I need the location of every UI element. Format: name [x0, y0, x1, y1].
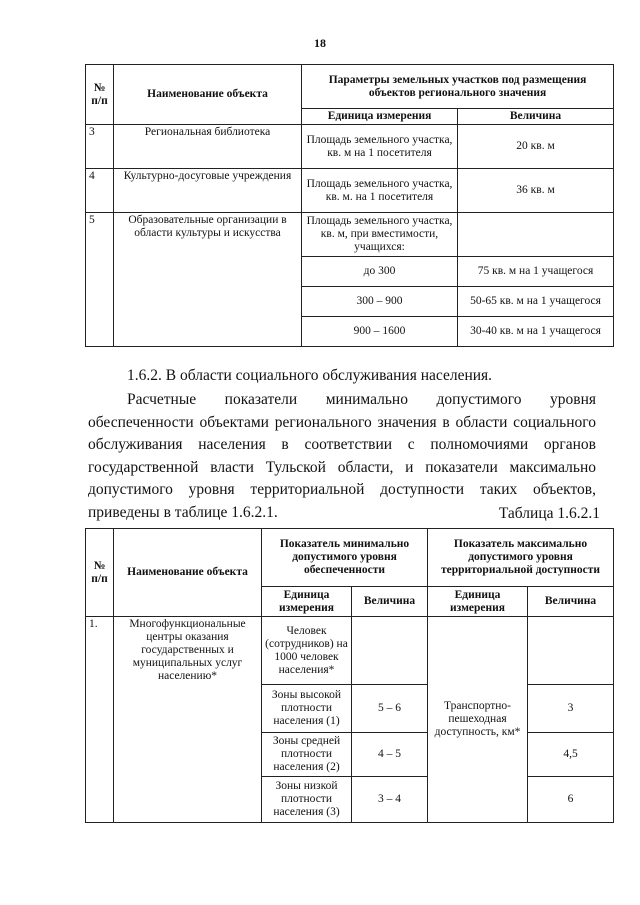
table-row	[86, 169, 614, 213]
col-header-name: Наименование объекта	[114, 529, 262, 617]
col-header-max-group: Показатель максимально допустимого уровня территориальной доступности	[428, 529, 614, 587]
table-row	[86, 213, 614, 257]
col-header-name: Наименование объекта	[114, 65, 302, 125]
paragraph-line: допустимого уровня территориальной доступности таких объектов,	[88, 481, 596, 498]
row-value	[458, 213, 614, 257]
row-unit: Площадь земельного участка, кв. м. на 1 посетителя	[302, 169, 458, 213]
subrow-unit: до 300	[302, 257, 458, 287]
row-name: Образовательные организации в области культуры и искусства	[114, 213, 302, 347]
row-unit: Площадь земельного участка, кв. м на 1 посетителя	[302, 125, 458, 169]
zone-label: Зоны средней плотности населения (2)	[262, 733, 352, 777]
section-heading: 1.6.2. В области социального обслуживания населения.	[127, 367, 493, 384]
zone-value: 3 – 4	[352, 777, 428, 823]
row-num: 4	[86, 169, 114, 213]
col-header-num: № п/п	[86, 529, 114, 617]
paragraph-line: государственной власти Тульской области, и показатели максимально	[88, 458, 596, 476]
paragraph-line: обеспеченности объектами регионального значения в области социального	[88, 413, 596, 431]
row-name: Культурно-досуговые учреждения	[114, 169, 302, 213]
table-row	[86, 617, 614, 685]
row-value: 20 кв. м	[458, 125, 614, 169]
paragraph-line: Расчетные показатели минимально допустимого уровня	[127, 391, 596, 408]
table-caption: Таблица 1.6.2.1	[498, 505, 600, 522]
table-row	[86, 125, 614, 169]
row-num: 1.	[86, 617, 114, 823]
zone-label: Зоны низкой плотности населения (3)	[262, 777, 352, 823]
row-num: 5	[86, 213, 114, 347]
zone-label: Зоны высокой плотности населения (1)	[262, 685, 352, 733]
section-paragraph	[88, 389, 596, 524]
zone-value: 4 – 5	[352, 733, 428, 777]
row-unit: Площадь земельного участка, кв. м, при вместимости, учащихся:	[302, 213, 458, 257]
row-name: Многофункциональные центры оказания государственных и муниципальных услуг населению*	[114, 617, 262, 823]
paragraph-line: обслуживания населения в соответствии с полномочиями органов	[88, 436, 596, 453]
col-header-min-group: Показатель минимально допустимого уровня обеспеченности	[262, 529, 428, 587]
row-value	[528, 617, 614, 685]
col-header-num: № п/п	[86, 65, 114, 125]
col-header-unit: Единица измерения	[428, 587, 528, 617]
row-unit: Человек (сотрудников) на 1000 человек населения*	[262, 617, 352, 685]
row-num: 3	[86, 125, 114, 169]
row-value	[352, 617, 428, 685]
zone-max: 6	[528, 777, 614, 823]
subrow-unit: 900 – 1600	[302, 317, 458, 347]
subrow-value: 75 кв. м на 1 учащегося	[458, 257, 614, 287]
subrow-value: 30-40 кв. м на 1 учащегося	[458, 317, 614, 347]
col-header-params: Параметры земельных участков под размещения объектов регионального значения	[302, 65, 614, 109]
col-header-value: Величина	[352, 587, 428, 617]
land-parameters-table	[85, 64, 614, 347]
row-name: Региональная библиотека	[114, 125, 302, 169]
col-header-unit: Единица измерения	[302, 109, 458, 125]
subrow-value: 50-65 кв. м на 1 учащегося	[458, 287, 614, 317]
zone-max: 3	[528, 685, 614, 733]
subrow-unit: 300 – 900	[302, 287, 458, 317]
row-value: 36 кв. м	[458, 169, 614, 213]
col-header-unit: Единица измерения	[262, 587, 352, 617]
zone-value: 5 – 6	[352, 685, 428, 733]
row-unit-accessibility: Транспортно-пешеходная доступность, км*	[428, 617, 528, 823]
col-header-value: Величина	[528, 587, 614, 617]
social-service-table	[85, 528, 614, 823]
page-number: 18	[314, 36, 326, 50]
paragraph-line: приведены в таблице 1.6.2.1.	[88, 503, 278, 521]
col-header-value: Величина	[458, 109, 614, 125]
zone-max: 4,5	[528, 733, 614, 777]
